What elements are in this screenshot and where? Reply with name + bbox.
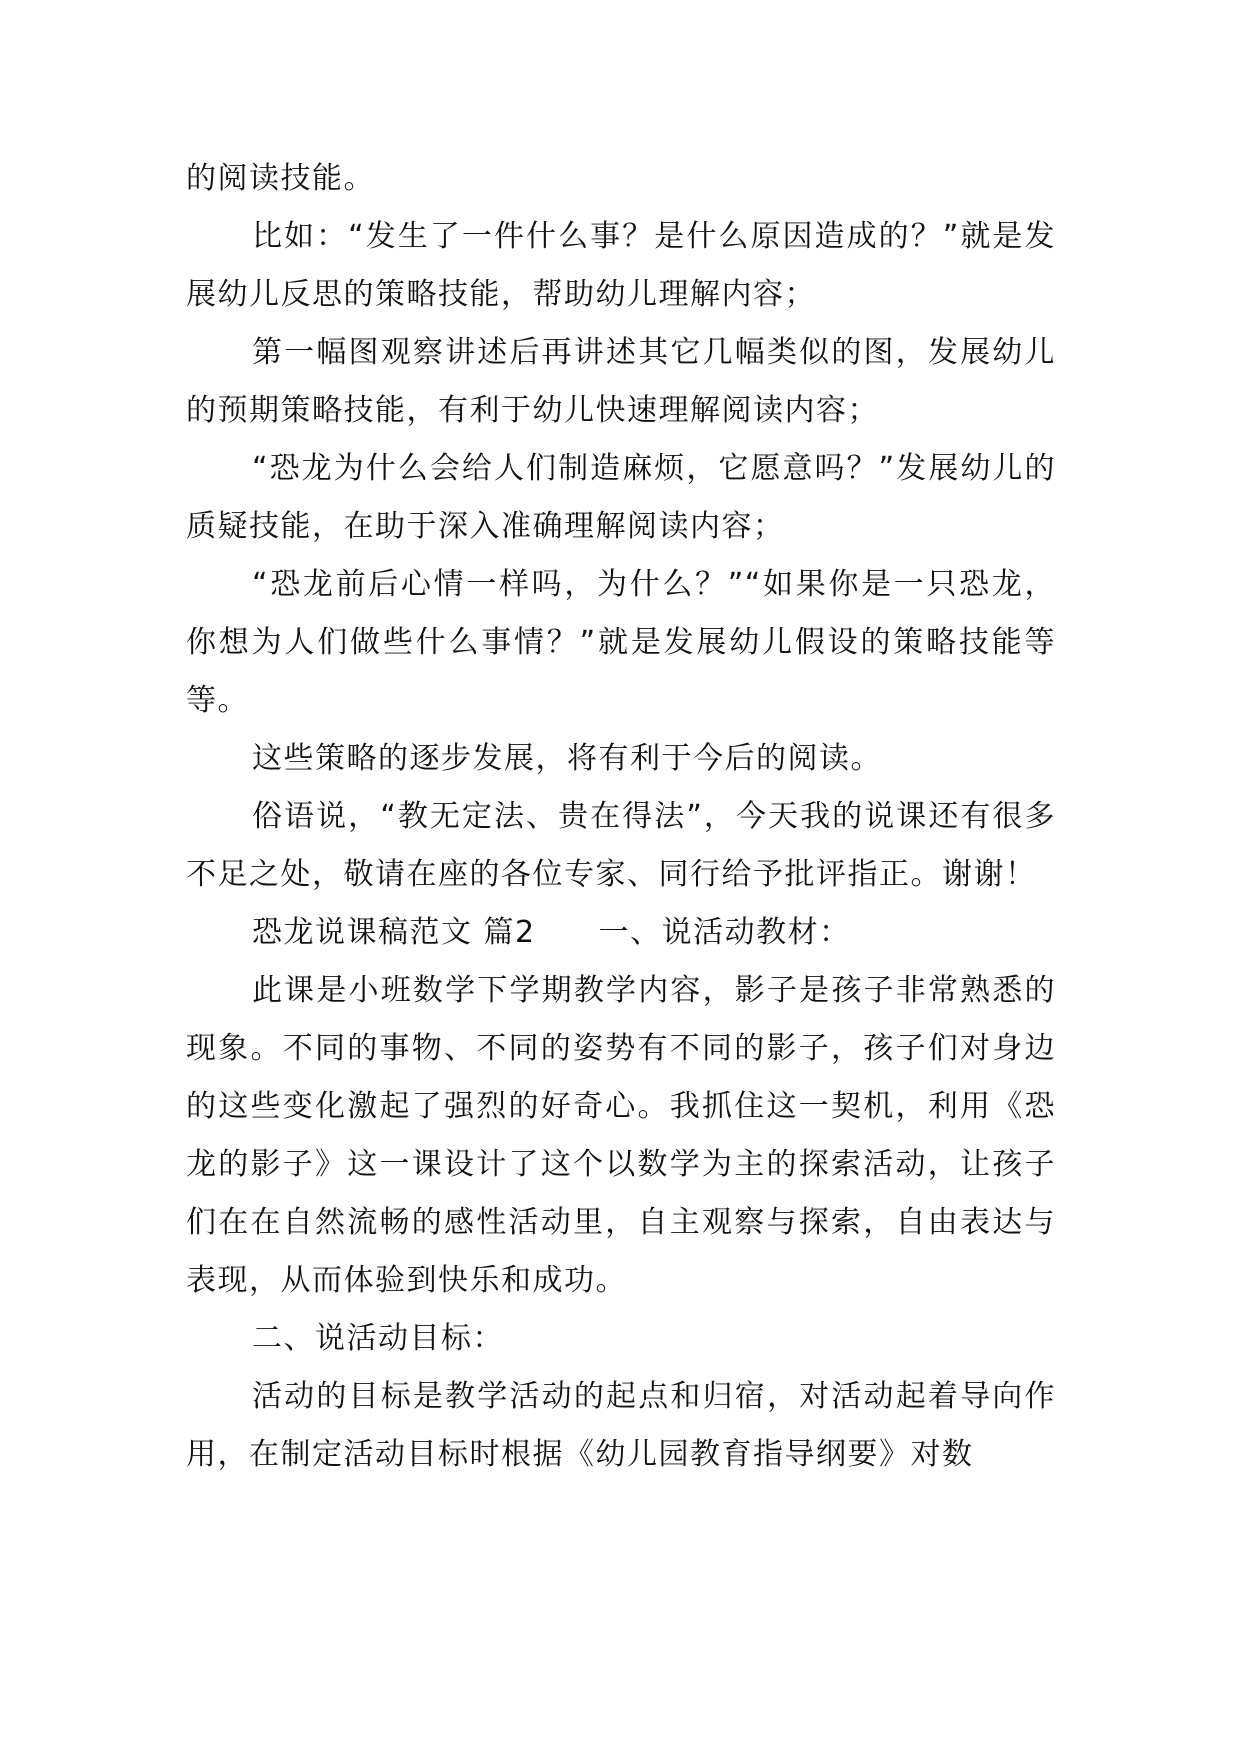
- paragraph: 此课是小班数学下学期教学内容，影子是孩子非常熟悉的现象。不同的事物、不同的姿势有不同的影子，孩子们对身边的这些变化激起了强烈的好奇心。我抓住这一契机，利用《恐龙的影子》这一课设计了这个以数学为主的探索活动，让孩子们在在自然流畅的感性活动里，自主观察与探索，自由表达与表现，从而体验到快乐和成功。: [186, 973, 1056, 1298]
- section-heading: 二、说活动目标：: [252, 1321, 504, 1356]
- paragraph: “恐龙为什么会给人们制造麻烦，它愿意吗？”发展幼儿的质疑技能，在助于深入准确理解阅读内容；: [186, 451, 1056, 544]
- paragraph: 比如：“发生了一件什么事？是什么原因造成的？”就是发展幼儿反思的策略技能，帮助幼儿理解内容；: [186, 219, 1056, 312]
- paragraph: 活动的目标是教学活动的起点和归宿，对活动起着导向作用，在制定活动目标时根据《幼儿园教育指导纲要》对数: [186, 1379, 1056, 1472]
- paragraph: 第一幅图观察讲述后再讲述其它几幅类似的图，发展幼儿的预期策略技能，有利于幼儿快速理解阅读内容；: [186, 335, 1056, 428]
- document-body: [186, 150, 1056, 1484]
- paragraph: “恐龙前后心情一样吗，为什么？”“如果你是一只恐龙，你想为人们做些什么事情？”就是发展幼儿假设的策略技能等等。: [186, 567, 1056, 718]
- paragraph: 俗语说，“教无定法、贵在得法”，今天我的说课还有很多不足之处，敬请在座的各位专家、同行给予批评指正。谢谢！: [186, 799, 1056, 892]
- paragraph: 的阅读技能。: [186, 161, 375, 196]
- paragraph: 这些策略的逐步发展，将有利于今后的阅读。: [252, 741, 882, 776]
- section-heading: 恐龙说课稿范文 篇2 一、说活动教材：: [252, 915, 851, 950]
